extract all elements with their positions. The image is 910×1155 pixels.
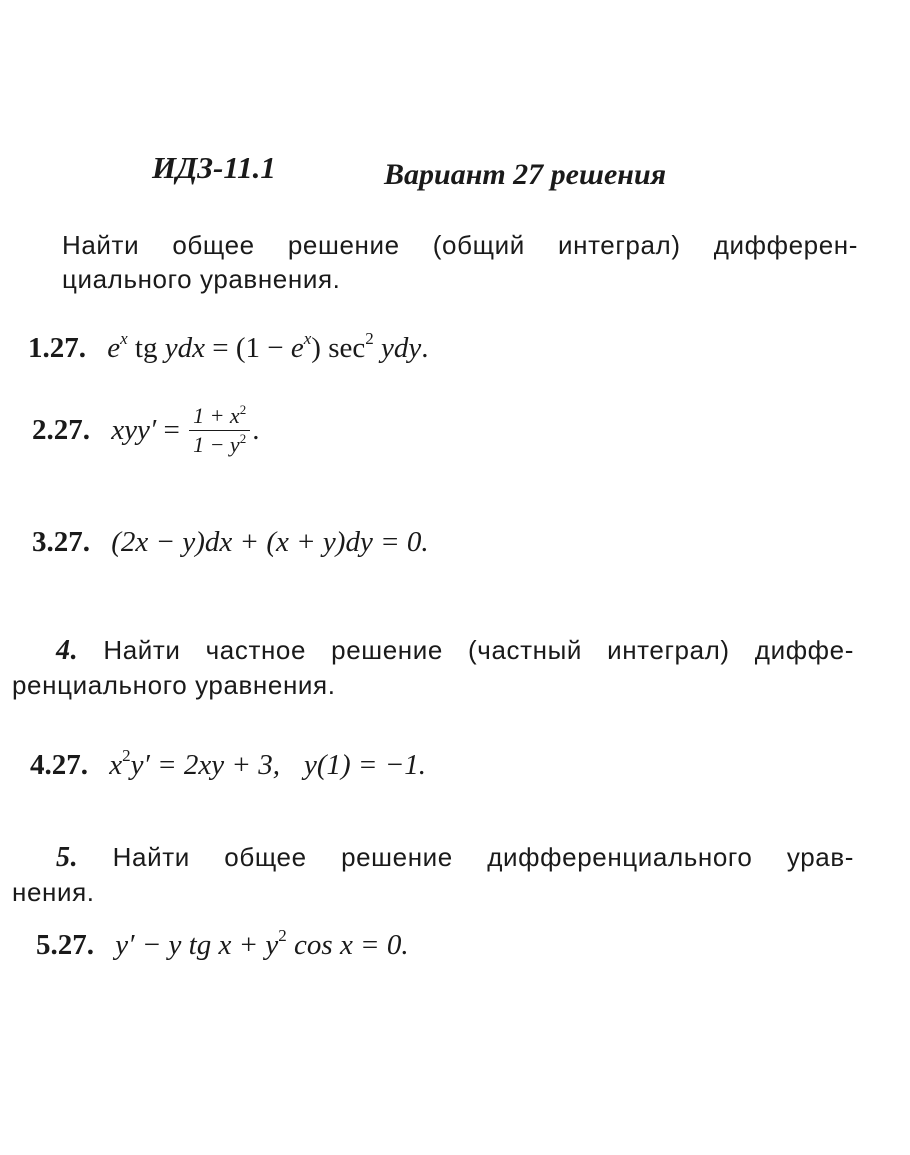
problem-5-number: 5.27. — [36, 929, 94, 961]
task-5-line-2: нения. — [12, 877, 95, 907]
task-4-number: 4. — [56, 635, 79, 666]
problem-5 — [36, 926, 409, 962]
problem-3-number: 3.27. — [32, 526, 90, 558]
task-4-paragraph — [12, 633, 854, 702]
problem-5-formula: y′ − y tg $x + y^2$ cos x = 0. — [115, 926, 409, 961]
intro-paragraph — [62, 228, 858, 296]
problem-4-formula: $x^2y' = 2xy + 3$, y(1) = −1. — [109, 746, 427, 781]
variant-title: Вариант 27 решения — [384, 158, 667, 191]
problem-1 — [28, 329, 429, 365]
problem-4-number: 4.27. — [30, 749, 88, 781]
problem-2-fraction: $\frac{1 + x^2}{1 - y^2}$ — [189, 402, 250, 459]
problem-1-formula: $e^x$ tg ydx = $(1 - e^x)$ $\sec^2$ ydy. — [107, 329, 429, 364]
assignment-code: ИДЗ-11.1 — [152, 150, 276, 185]
problem-2-formula: xyy′ = $\frac{1 + x^2}{1 - y^2}$ . — [111, 402, 260, 457]
intro-line-1: Найти общее решение (общий интеграл) дифферен- — [62, 230, 858, 260]
task-5-paragraph — [12, 840, 854, 909]
problem-3-formula: (2x − y)dx + (x + y)dy = 0. — [111, 526, 429, 558]
problem-3 — [32, 526, 429, 559]
task-5-line-1: 5. Найти общее решение дифференциального урав- — [56, 842, 854, 873]
task-5-number: 5. — [56, 842, 79, 873]
problem-1-number: 1.27. — [28, 332, 86, 364]
task-4-line-2: ренциального уравнения. — [12, 670, 336, 700]
problem-2 — [32, 404, 259, 461]
intro-line-2: циального уравнения. — [62, 264, 341, 294]
task-4-line-1: 4. Найти частное решение (частный интеграл) диффе- — [56, 635, 854, 666]
problem-2-number: 2.27. — [32, 414, 90, 447]
problem-4 — [30, 746, 427, 782]
